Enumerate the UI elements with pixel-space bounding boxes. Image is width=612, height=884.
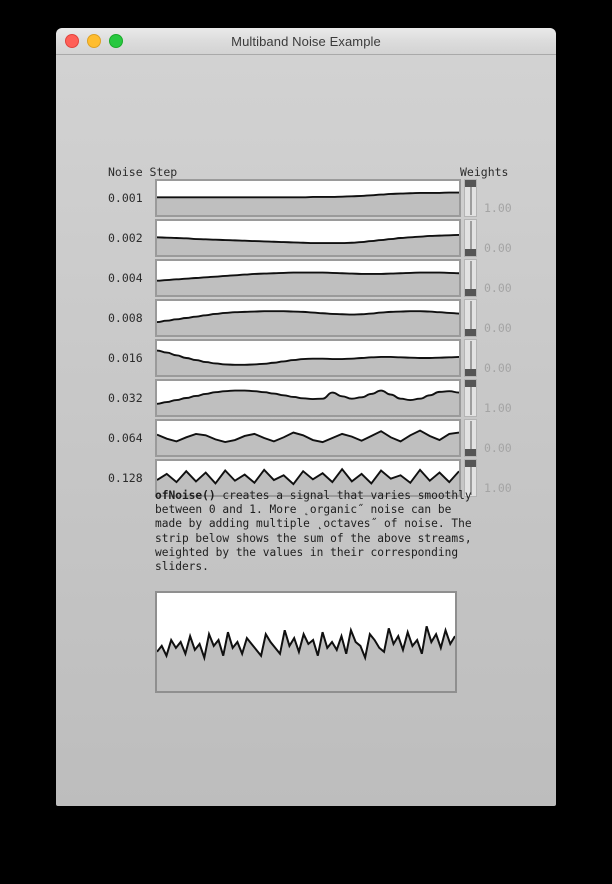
band-waveform-strip — [155, 339, 461, 377]
weight-slider[interactable] — [464, 379, 477, 417]
weight-slider[interactable] — [464, 339, 477, 377]
band-waveform — [157, 381, 459, 415]
band-waveform — [157, 221, 459, 255]
weight-slider[interactable] — [464, 259, 477, 297]
weight-slider[interactable] — [464, 179, 477, 217]
weight-value-label: 0.00 — [484, 361, 512, 375]
maximize-icon[interactable] — [109, 34, 123, 48]
weight-value-label: 1.00 — [484, 481, 512, 495]
minimize-icon[interactable] — [87, 34, 101, 48]
weight-value-label: 0.00 — [484, 441, 512, 455]
window-title: Multiband Noise Example — [231, 33, 381, 49]
band-row — [56, 419, 556, 459]
band-waveform-strip — [155, 219, 461, 257]
weight-value-label: 0.00 — [484, 281, 512, 295]
band-list — [56, 179, 556, 499]
band-waveform-fill — [157, 193, 459, 215]
weight-slider-handle[interactable] — [465, 249, 476, 256]
band-row — [56, 379, 556, 419]
sum-waveform-fill — [157, 626, 455, 691]
band-waveform-strip — [155, 299, 461, 337]
weights-header: Weights — [460, 165, 509, 179]
weight-slider[interactable] — [464, 299, 477, 337]
weight-value-label: 1.00 — [484, 201, 512, 215]
band-waveform-strip — [155, 179, 461, 217]
weight-slider[interactable] — [464, 219, 477, 257]
window-titlebar — [56, 28, 556, 55]
weight-slider-handle[interactable] — [465, 449, 476, 456]
weight-slider-handle[interactable] — [465, 180, 476, 187]
band-step-label: 0.002 — [108, 231, 143, 245]
description-text — [155, 489, 479, 574]
description-body: creates a signal that varies smoothly between 0 and 1. More ˛organic˝ noise can be made by adding multiple ˛octaves˝ of noise. The strip below shows the sum of the above streams, weighted by the values in their corresponding sliders. — [155, 489, 479, 574]
traffic-light-group — [65, 34, 123, 48]
band-step-label: 0.001 — [108, 191, 143, 205]
window-body — [56, 55, 556, 806]
band-row — [56, 339, 556, 379]
description-bold-prefix: ofNoise() — [155, 489, 216, 502]
band-step-label: 0.016 — [108, 351, 143, 365]
band-waveform-strip — [155, 259, 461, 297]
band-row — [56, 259, 556, 299]
weight-slider[interactable] — [464, 419, 477, 457]
band-waveform — [157, 261, 459, 295]
band-waveform — [157, 341, 459, 375]
weight-value-label: 0.00 — [484, 321, 512, 335]
weight-slider-handle[interactable] — [465, 329, 476, 336]
sum-waveform — [157, 593, 455, 691]
weight-value-label: 1.00 — [484, 401, 512, 415]
band-row — [56, 299, 556, 339]
close-icon[interactable] — [65, 34, 79, 48]
band-waveform-fill — [157, 273, 459, 295]
weight-slider-handle[interactable] — [465, 289, 476, 296]
app-window — [56, 28, 556, 806]
weight-value-label: 0.00 — [484, 241, 512, 255]
band-waveform-strip — [155, 419, 461, 457]
band-waveform-fill — [157, 351, 459, 375]
sum-strip — [155, 591, 457, 693]
band-waveform — [157, 421, 459, 455]
band-step-label: 0.064 — [108, 431, 143, 445]
band-step-label: 0.032 — [108, 391, 143, 405]
band-waveform-strip — [155, 379, 461, 417]
band-step-label: 0.128 — [108, 471, 143, 485]
band-waveform — [157, 301, 459, 335]
band-waveform — [157, 181, 459, 215]
weight-slider-handle[interactable] — [465, 369, 476, 376]
band-row — [56, 179, 556, 219]
band-step-label: 0.008 — [108, 311, 143, 325]
weight-slider-handle[interactable] — [465, 460, 476, 467]
noise-step-header: Noise Step — [108, 165, 178, 179]
band-step-label: 0.004 — [108, 271, 143, 285]
band-row — [56, 219, 556, 259]
weight-slider-handle[interactable] — [465, 380, 476, 387]
